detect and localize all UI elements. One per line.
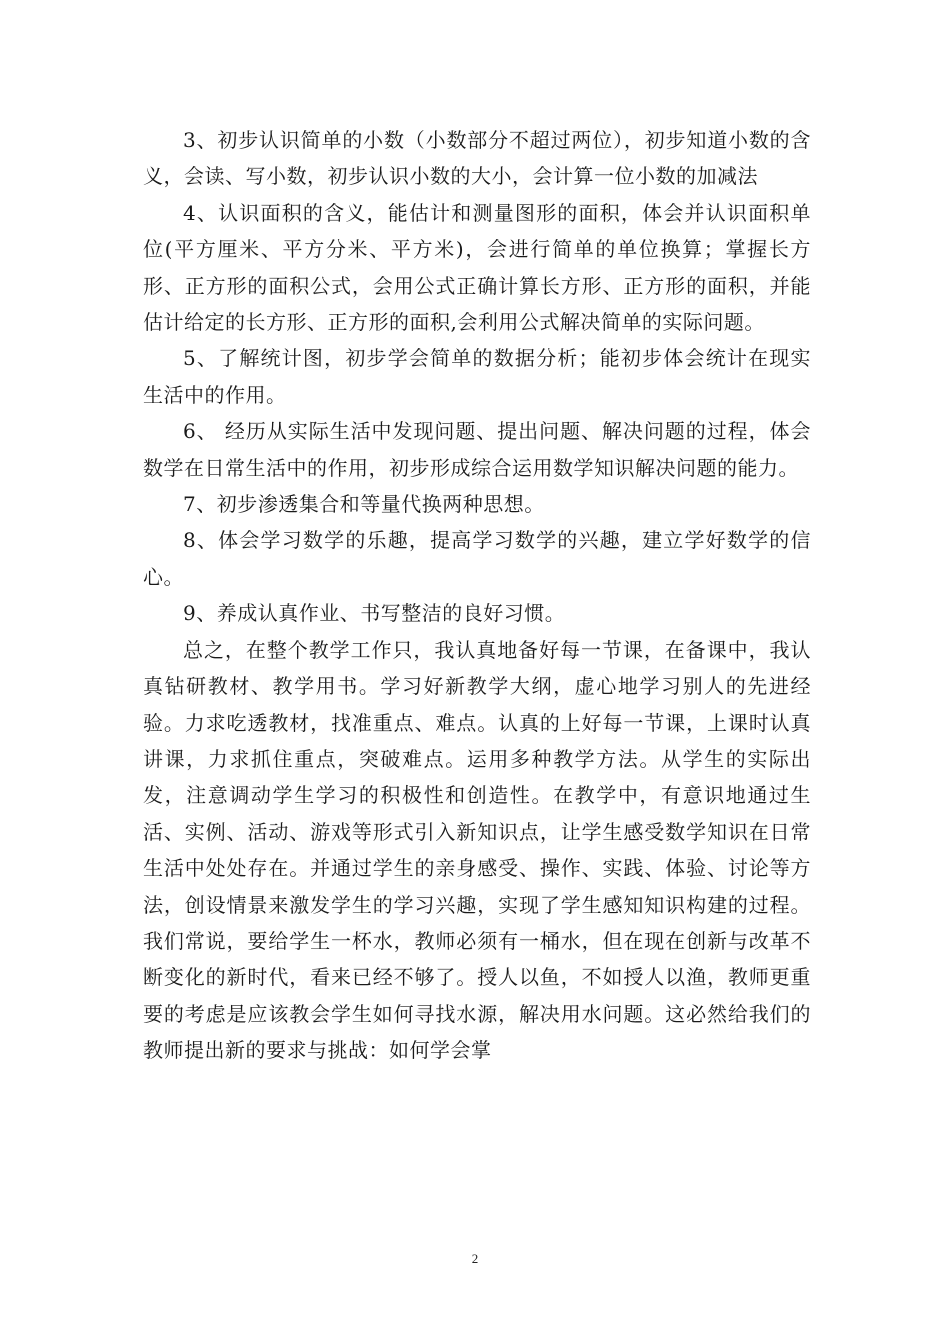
paragraph-decimals: 3、初步认识简单的小数（小数部分不超过两位），初步知道小数的含义，会读、写小数，初步认识小数的大小，会计算一位小数的加减法 [143, 128, 811, 189]
paragraph-habits: 9、养成认真作业、书写整洁的良好习惯。 [183, 601, 566, 626]
paragraph-statistics: 5、了解统计图，初步学会简单的数据分析；能初步体会统计在现实生活中的作用。 [143, 346, 811, 407]
paragraph-problem-solving: 6、 经历从实际生活中发现问题、提出问题、解决问题的过程，体会数学在日常生活中的作用，初步形成综合运用数学知识解决问题的能力。 [143, 419, 811, 480]
page-number: 2 [471, 1251, 479, 1266]
paragraph-area: 4、认识面积的含义，能估计和测量图形的面积，体会并认识面积单位(平方厘米、平方分米、平方米)，会进行简单的单位换算；掌握长方形、正方形的面积公式，会用公式正确计算长方形、正方形的面积，并能估计给定的长方形、正方形的面积,会利用公式解决简单的实际问题。 [143, 200, 811, 335]
paragraph-summary: 总之，在整个教学工作只，我认真地备好每一节课，在备课中，我认真钻研教材、教学用书。学习好新教学大纲，虚心地学习别人的先进经验。力求吃透教材，找准重点、难点。认真的上好每一节课，上课时认真讲课，力求抓住重点，突破难点。运用多种教学方法。从学生的实际出发，注意调动学生学习的积极性和创造性。在教学中，有意识地通过生活、实例、活动、游戏等形式引入新知识点，让学生感受数学知识在日常生活中处处存在。并通过学生的亲身感受、操作、实践、体验、讨论等方法，创设情景来激发学生的学习兴趣，实现了学生感知知识构建的过程。 我们常说，要给学生一杯水，教师必须有一桶水，但在现在创新与改革不断变化的新时代，看来已经不够了。授人以鱼，不如授人以渔，教师更重要的考虑是应该教会学生如何寻找水源，解决用水问题。这必然给我们的教师提出新的要求与挑战：如何学会掌 [143, 637, 811, 1063]
document-body [143, 122, 811, 1069]
paragraph-sets: 7、初步渗透集合和等量代换两种思想。 [183, 492, 545, 517]
paragraph-interest: 8、体会学习数学的乐趣，提高学习数学的兴趣，建立学好数学的信心。 [143, 528, 811, 589]
